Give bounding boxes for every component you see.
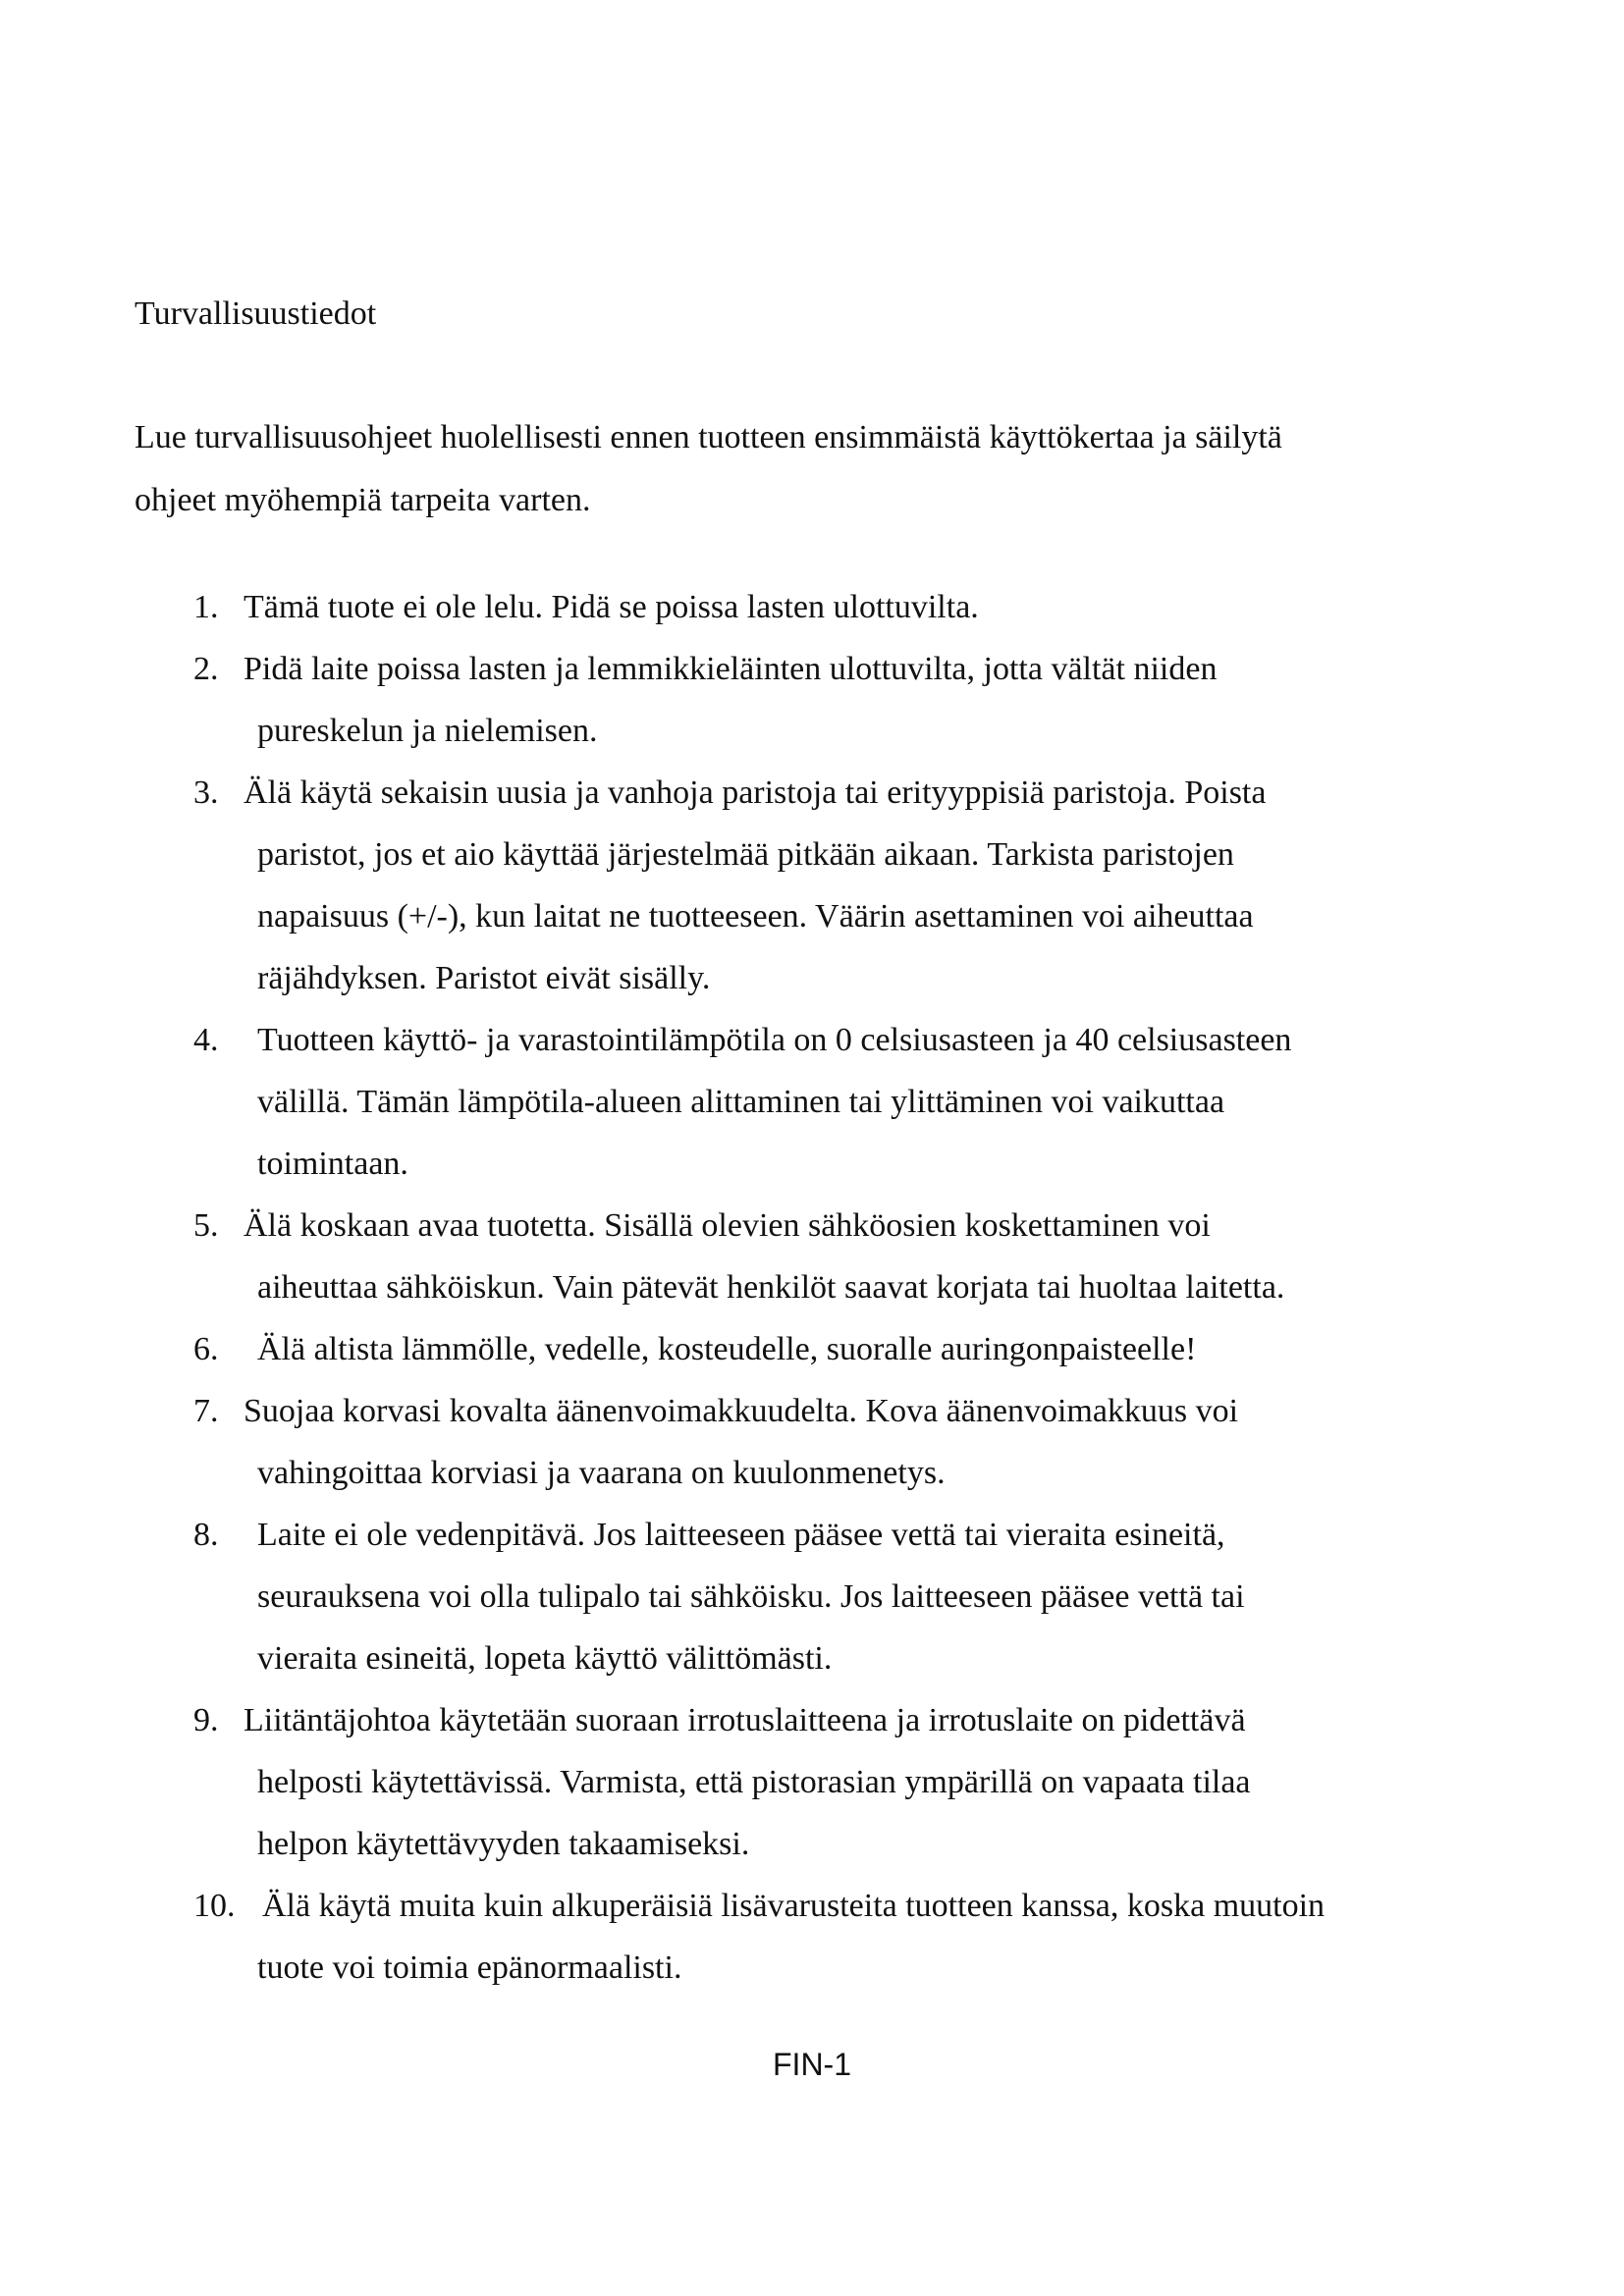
list-item-text-line: Älä käytä muita kuin alkuperäisiä lisävarusteita tuotteen kanssa, koska muutoin (262, 1888, 1326, 1924)
page-title: Turvallisuustiedot (135, 295, 377, 332)
list-item-text-line: seurauksena voi olla tulipalo tai sähköisku. Jos laitteeseen pääsee vettä tai (257, 1578, 1245, 1615)
list-item (0, 576, 1624, 638)
list-item-number: 4. (193, 1022, 219, 1058)
list-item-number: 2. (193, 651, 219, 687)
list-item-number: 9. (193, 1702, 219, 1738)
list-item-text-line: Älä altista lämmölle, vedelle, kosteudelle, suoralle auringonpaisteelle! (257, 1331, 1197, 1367)
list-item-text-line: toimintaan. (257, 1146, 408, 1182)
list-item-text-line: Laite ei ole vedenpitävä. Jos laitteeseen pääsee vettä tai vieraita esineitä, (257, 1517, 1225, 1553)
list-item-text-line: helposti käytettävissä. Varmista, että pistorasian ympärillä on vapaata tilaa (257, 1764, 1251, 1800)
list-item (0, 1009, 1624, 1195)
list-item-number: 7. (193, 1393, 219, 1429)
list-item-text-line: Pidä laite poissa lasten ja lemmikkieläinten ulottuvilta, jotta vältät niiden (244, 651, 1218, 687)
list-item-number: 3. (193, 774, 219, 811)
list-item-number: 1. (193, 589, 219, 625)
list-item-text-line: aiheuttaa sähköiskun. Vain pätevät henkilöt saavat korjata tai huoltaa laitetta. (257, 1269, 1285, 1306)
safety-instructions-list (0, 576, 1624, 1999)
list-item (0, 762, 1624, 1009)
list-item-number: 8. (193, 1517, 219, 1553)
list-item-text-line: paristot, jos et aio käyttää järjestelmää pitkään aikaan. Tarkista paristojen (257, 836, 1234, 873)
list-item-text-line: Suojaa korvasi kovalta äänenvoimakkuudelta. Kova äänenvoimakkuus voi (244, 1393, 1239, 1429)
list-item-text-line: Älä koskaan avaa tuotetta. Sisällä olevien sähköosien koskettaminen voi (244, 1207, 1211, 1244)
list-item (0, 1380, 1624, 1504)
list-item-number: 10. (193, 1888, 236, 1924)
list-item (0, 1195, 1624, 1318)
list-item-text-line: vahingoittaa korviasi ja vaarana on kuulonmenetys. (257, 1455, 946, 1491)
list-item-number: 6. (193, 1331, 219, 1367)
list-item (0, 1875, 1624, 1999)
list-item (0, 1504, 1624, 1689)
list-item-text-line: napaisuus (+/-), kun laitat ne tuotteeseen. Väärin asettaminen voi aiheuttaa (257, 898, 1254, 934)
list-item-text-line: räjähdyksen. Paristot eivät sisälly. (257, 960, 711, 996)
list-item-text-line: välillä. Tämän lämpötila-alueen alittaminen tai ylittäminen voi vaikuttaa (257, 1084, 1225, 1120)
list-item-text-line: Tuotteen käyttö- ja varastointilämpötila on 0 celsiusasteen ja 40 celsiusasteen (257, 1022, 1292, 1058)
intro-line: Lue turvallisuusohjeet huolellisesti ennen tuotteen ensimmäistä käyttökertaa ja säilytä (135, 419, 1282, 455)
intro-line: ohjeet myöhempiä tarpeita varten. (135, 482, 591, 518)
intro-paragraph (135, 406, 1509, 532)
list-item-text-line: vieraita esineitä, lopeta käyttö välittömästi. (257, 1640, 833, 1677)
list-item-text-line: Tämä tuote ei ole lelu. Pidä se poissa lasten ulottuvilta. (244, 589, 979, 625)
list-item (0, 1318, 1624, 1380)
list-item-text-line: Liitäntäjohtoa käytetään suoraan irrotuslaitteena ja irrotuslaite on pidettävä (244, 1702, 1246, 1738)
list-item-text-line: helpon käytettävyyden takaamiseksi. (257, 1826, 750, 1862)
list-item-text-line: pureskelun ja nielemisen. (257, 713, 598, 749)
list-item-number: 5. (193, 1207, 219, 1244)
list-item-text-line: Älä käytä sekaisin uusia ja vanhoja paristoja tai erityyppisiä paristoja. Poista (244, 774, 1267, 811)
page-number: FIN-1 (773, 2047, 851, 2082)
list-item (0, 638, 1624, 762)
list-item (0, 1689, 1624, 1875)
list-item-text-line: tuote voi toimia epänormaalisti. (257, 1949, 682, 1986)
